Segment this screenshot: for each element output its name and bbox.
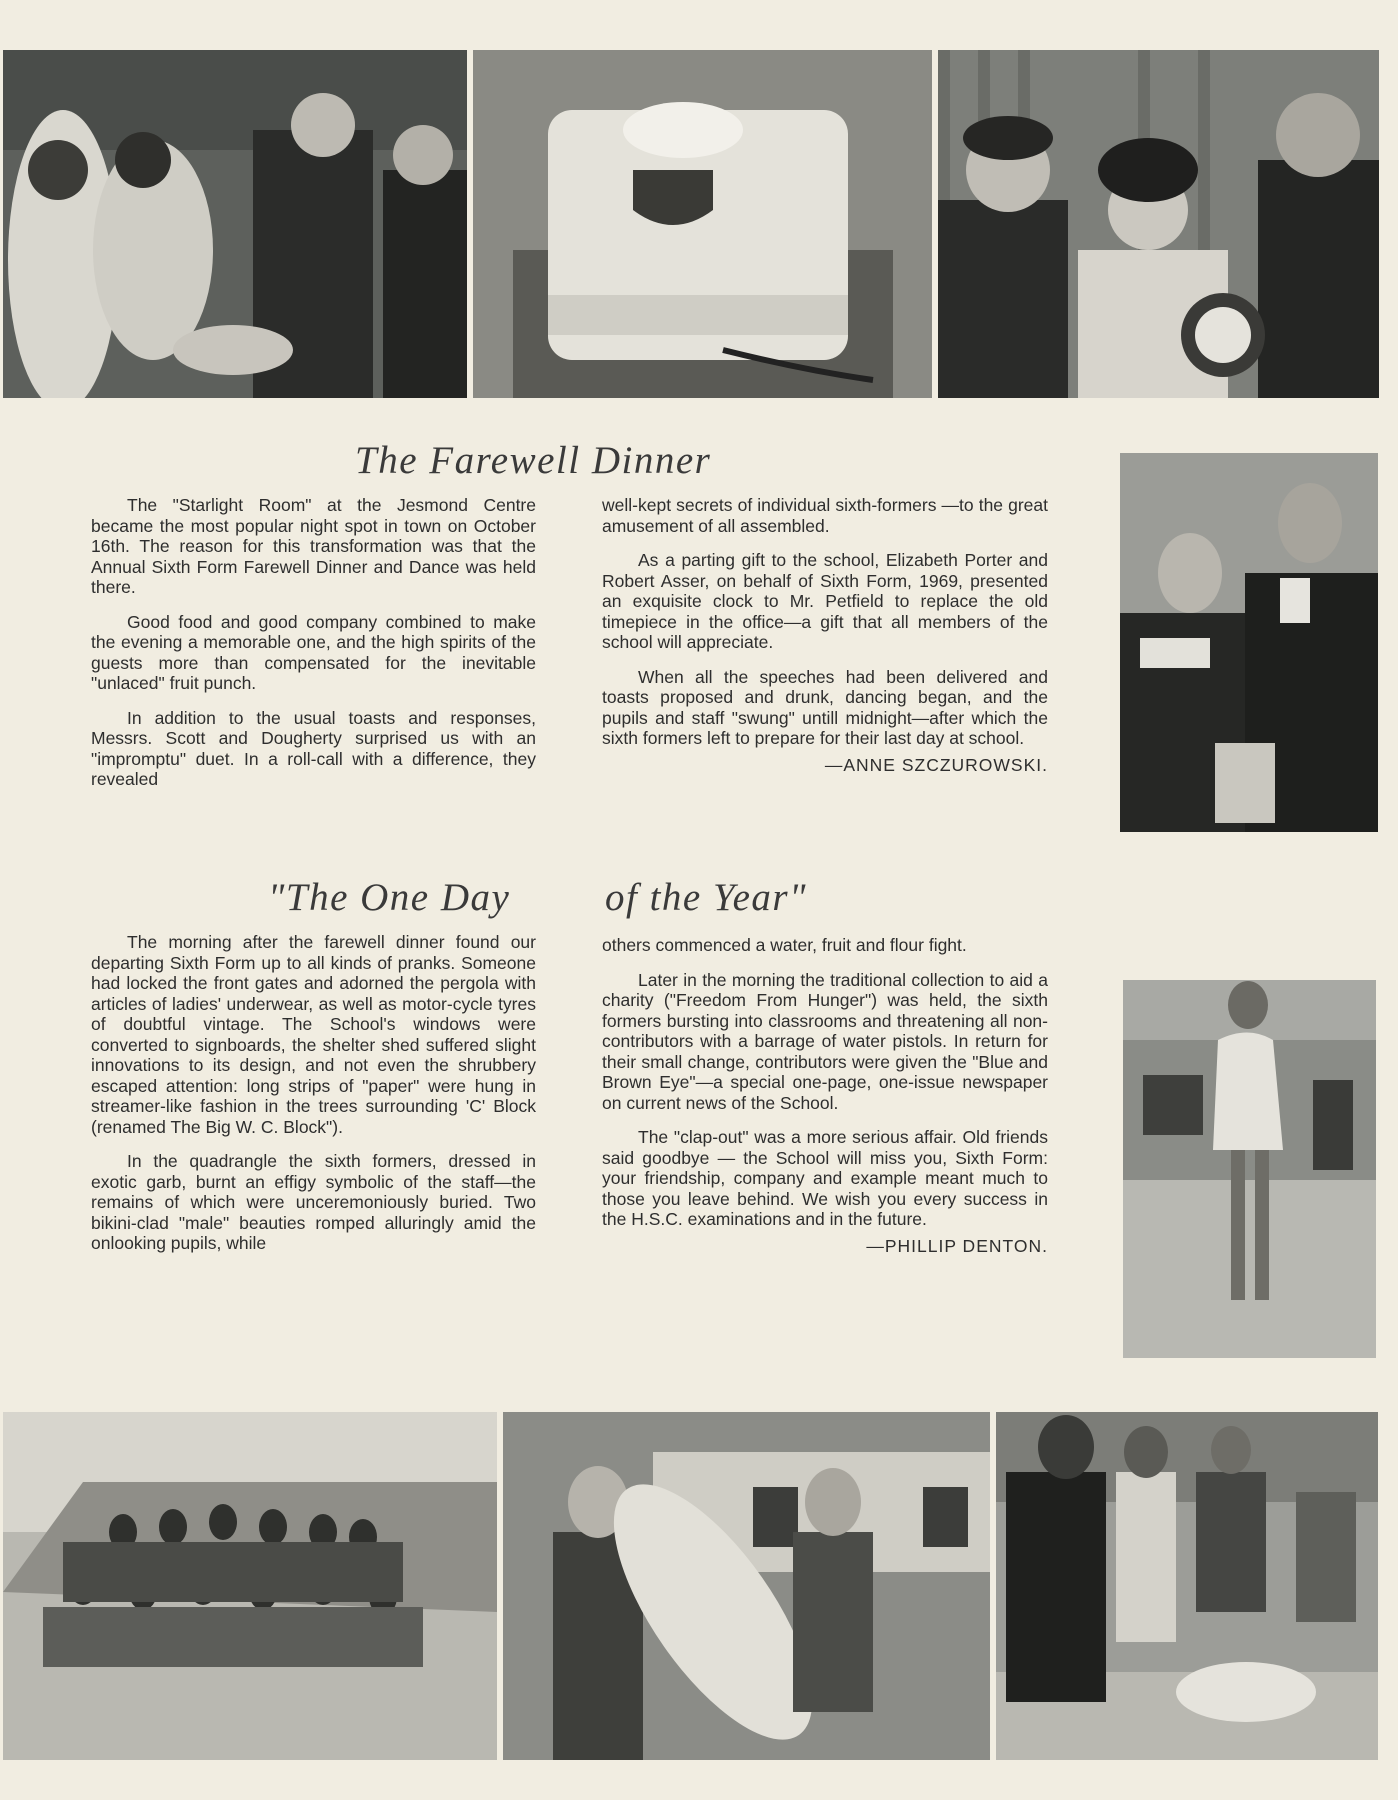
oneday-paragraph: In the quadrangle the sixth formers, dressed in exotic garb, burnt an effigy symbolic of the staff—the remains of which were unceremoniously buried. Two bikini-clad "male" beauties romped alluringly amid the onlooking pupils, while — [91, 1151, 536, 1253]
oneday-paragraph: others commenced a water, fruit and flour fight. — [602, 935, 967, 955]
oneday-column-1 — [91, 932, 536, 1268]
oneday-title-part1: "The One Day — [268, 876, 511, 919]
farewell-title: The Farewell Dinner — [355, 439, 712, 482]
photo-sixth-form-group — [3, 1412, 497, 1760]
farewell-column-1 — [91, 495, 536, 804]
photo-farewell-cake — [473, 50, 932, 398]
oneday-paragraph: The "clap-out" was a more serious affair. Old friends said goodbye — the School will miss you, Sixth Form: your friendship, company and example meant much to those you leave behind. We wish you every success in the H.S.C. examinations and in the future. — [602, 1127, 1048, 1229]
photo-teachers-duet — [1120, 453, 1378, 832]
farewell-paragraph: The "Starlight Room" at the Jesmond Centre became the most popular night spot in town on October 16th. The reason for this transformation was that the Annual Sixth Form Farewell Dinner and Dance was held there. — [91, 495, 536, 597]
farewell-paragraph: well-kept secrets of individual sixth-formers —to the great amusement of all assembled. — [602, 495, 1048, 536]
photo-bikini-beauty — [1123, 980, 1376, 1358]
photo-flour-fight — [996, 1412, 1378, 1760]
farewell-paragraph: As a parting gift to the school, Elizabeth Porter and Robert Asser, on behalf of Sixth Form, 1969, presented an exquisite clock to Mr. Petfield to replace the old timepiece in the office—a gift that all members of the school will appreciate. — [602, 550, 1048, 652]
farewell-paragraph: When all the speeches had been delivered and toasts proposed and drunk, dancing began, and the pupils and staff "swung" untill midnight—after which the sixth formers left to prepare for their last day at school. — [602, 666, 1048, 748]
farewell-paragraph: Good food and good company combined to make the evening a memorable one, and the high spirits of the guests more than compensated for the inevitable "unlaced" fruit punch. — [91, 611, 536, 693]
oneday-column-2 — [602, 935, 1048, 1270]
photo-effigy — [503, 1412, 990, 1760]
farewell-paragraph: In addition to the usual toasts and responses, Messrs. Scott and Dougherty surprised us with an "impromptu" duet. In a roll-call with a difference, they revealed — [91, 707, 536, 789]
farewell-signature: —ANNE SZCZUROWSKI. — [824, 754, 1048, 775]
photo-cake-cutting — [3, 50, 467, 398]
farewell-column-2 — [602, 495, 1048, 789]
oneday-paragraph: Later in the morning the traditional collection to aid a charity ("Freedom From Hunger") was held, the sixth formers bursting into classrooms and threatening all non-contributors with a barrage of water pistols. In return for their small change, contributors were given the "Blue and Brown Eye"—a special one-page, one-issue newspaper on current news of the School. — [602, 969, 1048, 1113]
oneday-title-part2: of the Year" — [605, 876, 807, 919]
oneday-paragraph: The morning after the farewell dinner found our departing Sixth Form up to all kinds of pranks. Someone had locked the front gates and adorned the pergola with articles of ladies' underwear, as well as motor-cycle tyres of doubtful vintage. The School's windows were converted to signboards, the shelter shed suffered slight innovations to its design, and not even the shrubbery escaped attention: long strips of "paper" were hung in streamer-like fashion in the trees surrounding 'C' Block (renamed The Big W. C. Block"). — [91, 932, 536, 1137]
photo-clock-presentation — [938, 50, 1379, 398]
oneday-signature: —PHILLIP DENTON. — [866, 1235, 1048, 1256]
